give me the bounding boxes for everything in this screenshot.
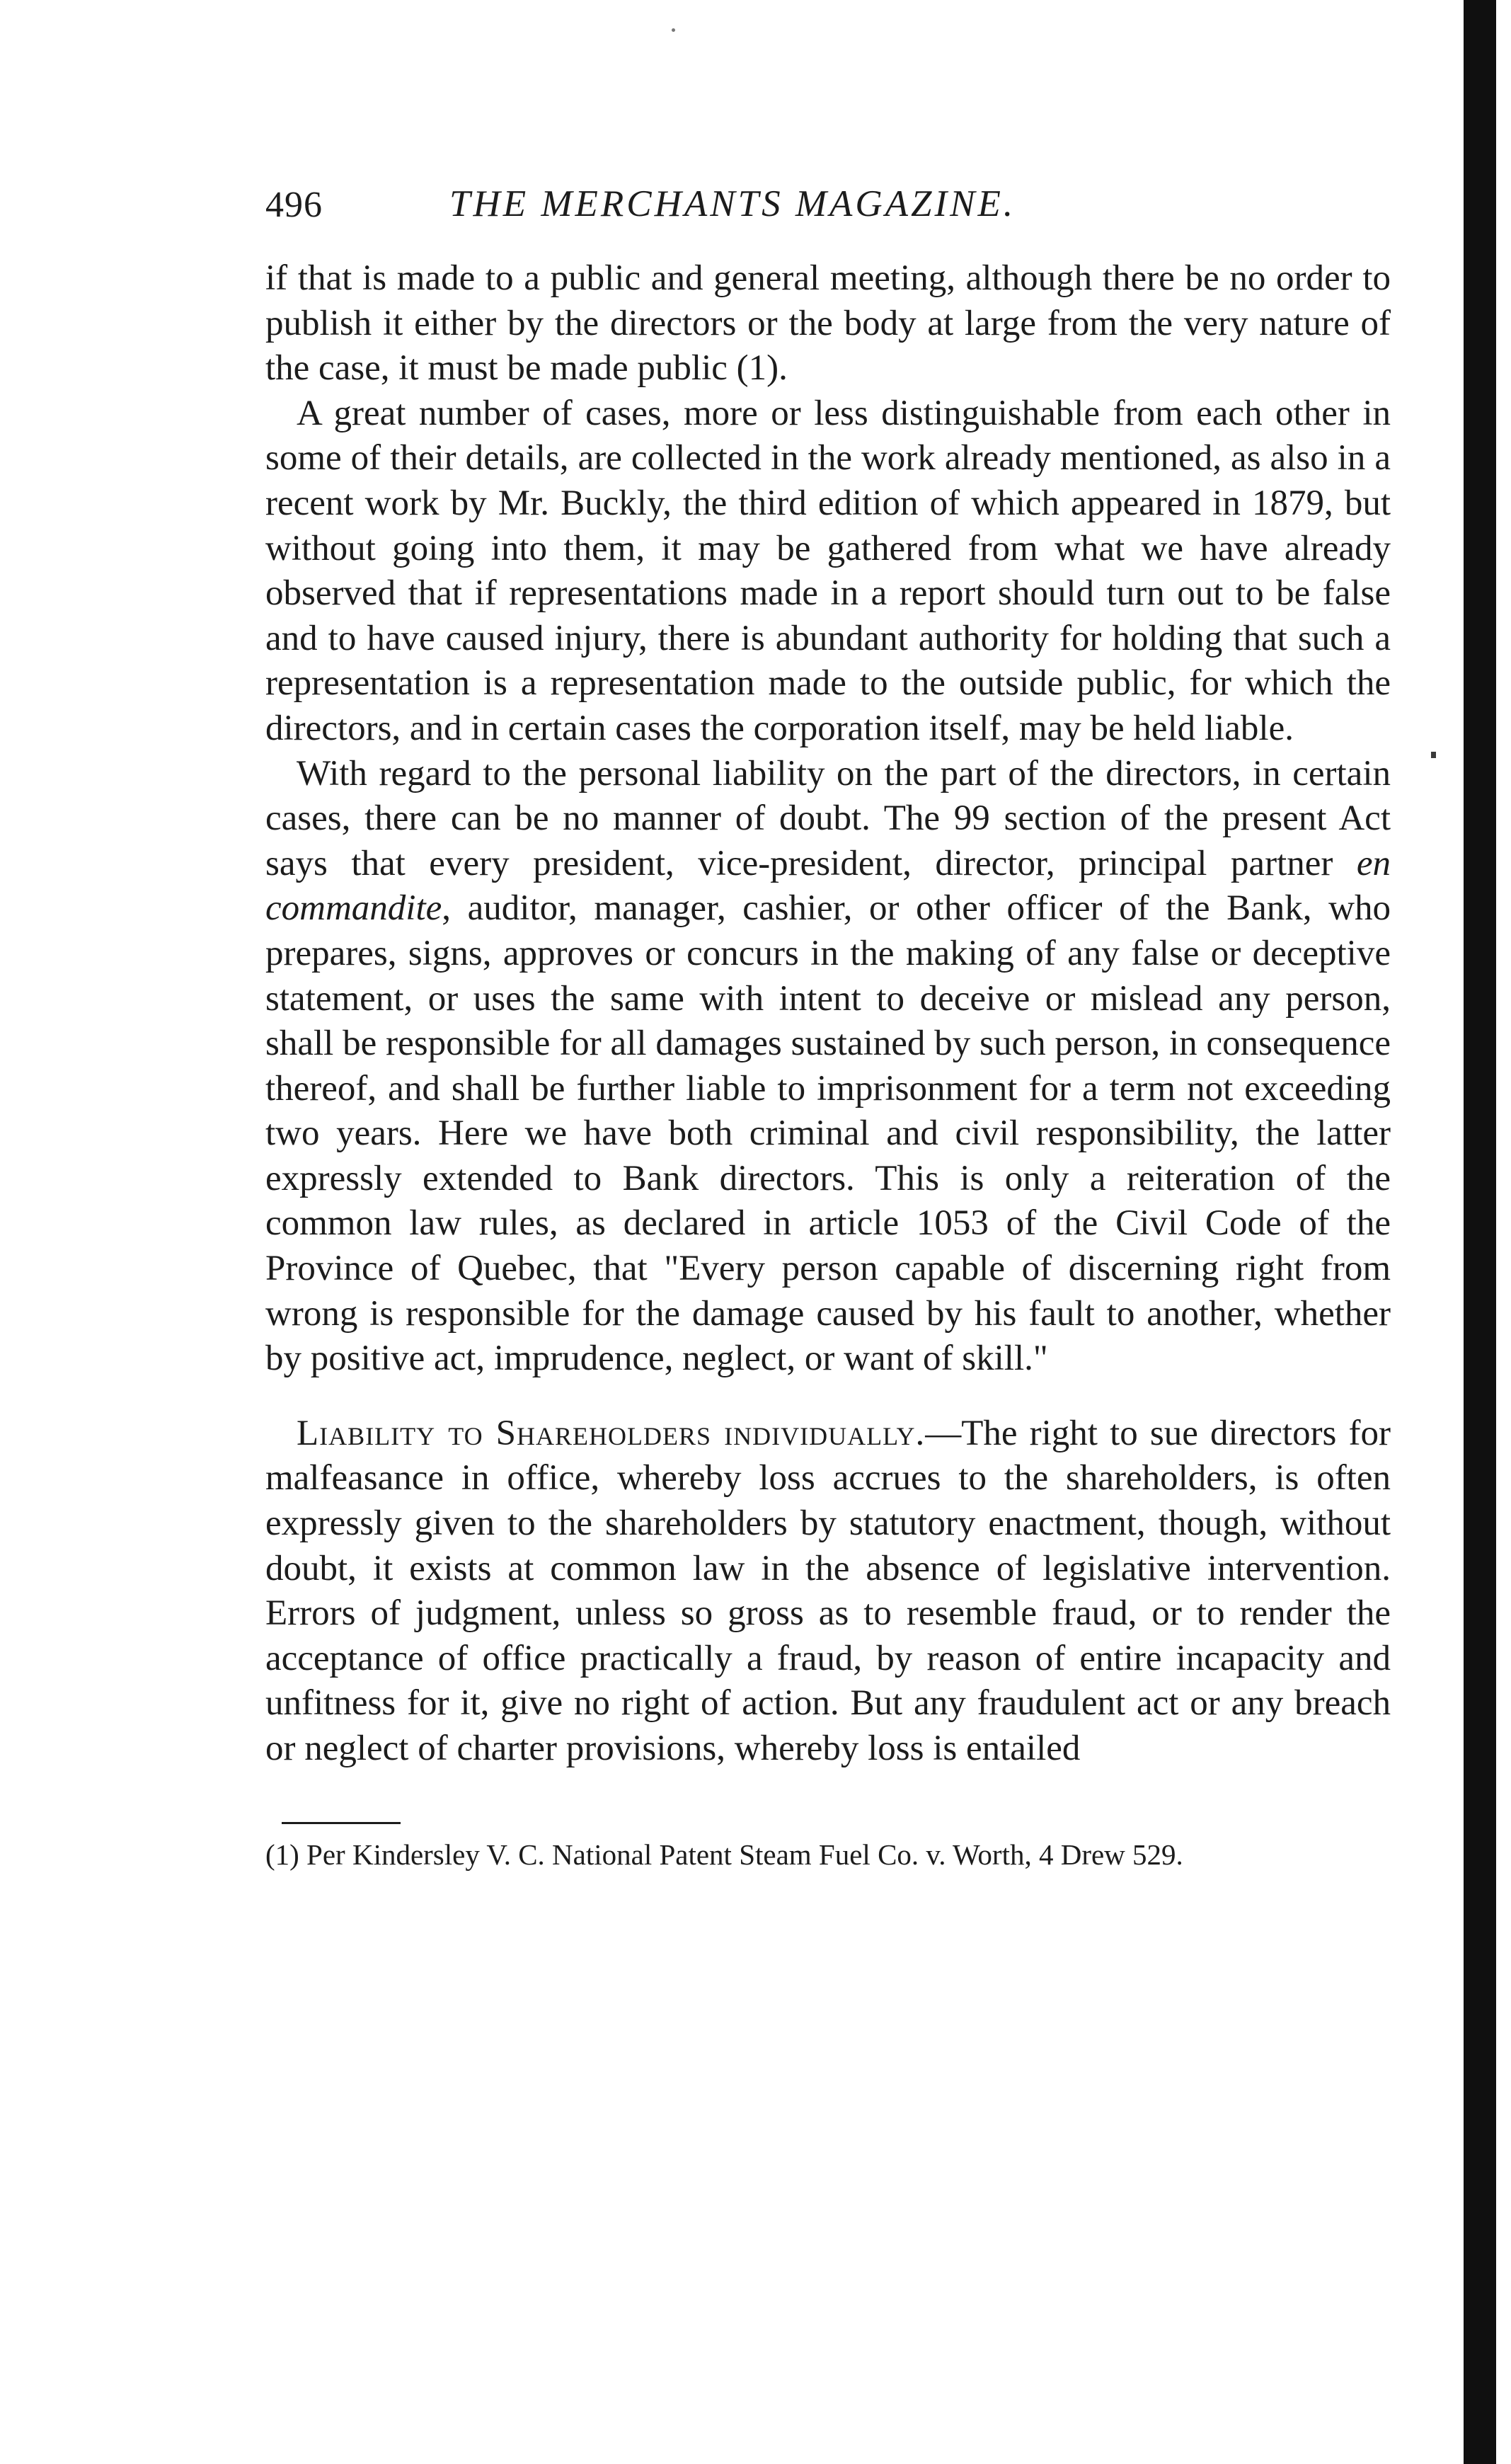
section-heading: Liability to Shareholders individually. [297,1413,926,1453]
paragraph-personal-liability-text-b: , auditor, manager, cashier, or other officer of the Bank, who prepares, signs, approves or concurs in the making of any false or deceptive statement, or uses the same with intent to deceive or mislead any person, shall be responsible for all damages sustained by such person, in consequence thereof, and shall be further liable to imprisonment for a term not exceeding two years. Here we have both criminal and civil responsibility, the latter expressly extended to Bank directors. This is only a reiteration of the common law rules, as declared in article 1053 of the Civil Code of the Province of Quebec, that "Every person capable of discerning right from wrong is responsible for the damage caused by his fault to another, whether by positive act, imprudence, neglect, or want of skill." [265,888,1391,1379]
section-text: —The right to sue directors for malfeasance in office, whereby loss accrues to the shareholders, is often expressly given to the shareholders by statutory enactment, though, without doubt, it exists at common law in the absence of legislative intervention. Errors of judgment, unless so gross as to resemble fraud, or to render the acceptance of office practically a fraud, by reason of entire incapacity and unfitness for it, give no right of action. But any fraudulent act or any breach or neglect of charter provisions, whereby loss is entailed [265,1413,1391,1768]
paragraph-continuation: if that is made to a public and general meeting, although there be no order to publish it either by the directors or the body at large from the very nature of the case, it must be made public (1). [265,258,1391,389]
page-number: 496 [265,185,323,225]
page-body [265,256,1391,1772]
scan-speck [1431,752,1436,758]
page-header [265,170,1391,234]
italic-term: en commandite [265,843,1391,929]
footnote: (1) Per Kindersley V. C. National Patent Steam Fuel Co. v. Worth, 4 Drew 529. [265,1838,1183,1871]
footnote-rule [282,1822,401,1824]
paragraph-shareholder-liability [265,1411,1391,1772]
running-title: THE MERCHANTS MAGAZINE. [449,183,1016,224]
paragraph-personal-liability [265,752,1391,1382]
scan-edge-shadow [1464,0,1496,2464]
paragraph-cases: A great number of cases, more or less distinguishable from each other in some of their details, are collected in the work already mentioned, as also in a recent work by Mr. Buckly, the third edition of which appeared in 1879, but without going into them, it may be gathered from what we have already observed that if representations made in a report should turn out to be false and to have caused injury, there is abundant authority for holding that such a representation is a representation made to the outside public, for which the directors, and in certain cases the corporation itself, may be held liable. [265,393,1391,748]
paragraph-personal-liability-text-a: With regard to the personal liability on the part of the directors, in certain cases, there can be no manner of doubt. The 99 section of the present Act says that every president, vice-president, director, principal partner [265,753,1391,883]
scan-dot [672,28,675,32]
